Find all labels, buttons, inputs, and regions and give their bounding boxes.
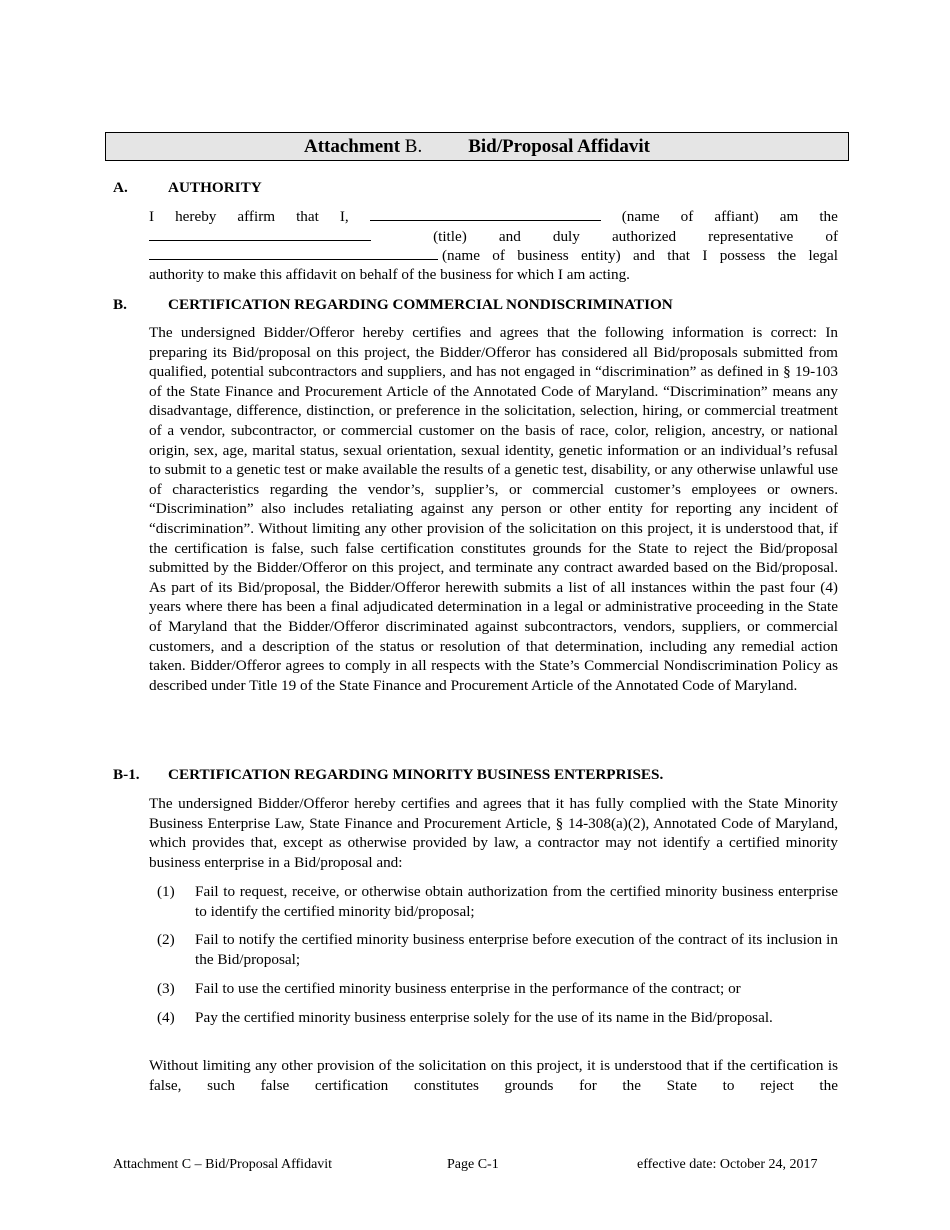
authority-line-4: authority to make this affidavit on behalf of the business for which I am acting. — [149, 265, 630, 283]
list-item-number: (1) — [157, 883, 175, 900]
footer-page-number: Page C-1 — [447, 1157, 499, 1172]
section-a-title: AUTHORITY — [168, 179, 262, 196]
list-item — [157, 930, 838, 969]
authority-statement — [149, 206, 838, 284]
nondiscrimination-paragraph: The undersigned Bidder/Offeror hereby certifies and agrees that the following information is correct: In preparing its Bid/proposal on this project, the Bidder/Offeror has considered all Bid/proposals submitted from qualified, potential subcontractors and suppliers, and has not engaged in “discrimination” as defined in § 19-103 of the State Finance and Procurement Article of the Annotated Code of Maryland. “Discrimination” means any disadvantage, difference, distinction, or preference in the solicitation, selection, hiring, or commercial treatment of a vendor, subcontractor, or commercial customer on the basis of race, color, religion, ancestry, or national origin, sex, age, marital status, sexual orientation, sexual identity, genetic information or an individual’s refusal to submit to a genetic test or make available the results of a genetic test, disability, or any otherwise unlawful use of characteristics regarding the vendor’s, supplier’s, or commercial customer’s employees or owners. “Discrimination” also includes retaliating against any person or other entity for reporting any incident of “discrimination”. Without limiting any other provision of the solicitation on this project, it is understood that, if the certification is false, such false certification constitutes grounds for the State to reject the Bid/proposal submitted by the Bidder/Offeror on this project, and terminate any contract awarded based on the Bid/proposal. As part of its Bid/proposal, the Bidder/Offeror herewith submits a list of all instances within the past four (4) years where there has been a final adjudicated determination in a legal or administrative proceeding in the State of Maryland that the Bidder/Offeror discriminated against subcontractors, vendors, suppliers, or commercial customers, and a description of the status or resolution of that determination, including any remedial action taken. Bidder/Offeror agrees to comply in all respects with the State’s Commercial Nondiscrimination Policy as described under Title 19 of the State Finance and Procurement Article of the Annotated Code of Maryland. — [149, 324, 838, 694]
list-item — [157, 882, 838, 921]
section-b1-heading — [113, 765, 663, 785]
list-item-text: Fail to request, receive, or otherwise obtain authorization from the certified minority business enterprise to identify the certified minority bid/proposal; — [195, 883, 838, 920]
title-name: Bid/Proposal Affidavit — [468, 136, 650, 157]
title-attachment: Attachment — [304, 136, 405, 157]
list-item-text: Fail to use the certified minority business enterprise in the performance of the contract; or — [195, 980, 741, 997]
title-blank[interactable] — [149, 226, 371, 241]
section-b-title: CERTIFICATION REGARDING COMMERCIAL NONDISCRIMINATION — [168, 296, 673, 313]
section-b-heading — [113, 295, 673, 315]
list-item — [157, 979, 838, 999]
authority-line-2: (title) and duly authorized representative of — [149, 226, 838, 246]
list-item-text: Pay the certified minority business enterprise solely for the use of its name in the Bid/proposal. — [195, 1009, 773, 1026]
section-b1-title: CERTIFICATION REGARDING MINORITY BUSINESS ENTERPRISES. — [168, 766, 664, 783]
list-item-number: (4) — [157, 1009, 175, 1026]
list-item-text: Fail to notify the certified minority business enterprise before execution of the contract of its inclusion in the Bid/proposal; — [195, 931, 838, 968]
authority-line-1: I hereby affirm that I, (name of affiant) am the — [149, 208, 838, 225]
section-a-heading — [113, 178, 262, 198]
closing-paragraph: Without limiting any other provision of the solicitation on this project, it is understood that if the certification is false, such false certification constitutes grounds for the State to reject the — [149, 1057, 838, 1094]
footer-document-name: Attachment C – Bid/Proposal Affidavit — [113, 1157, 333, 1172]
title-letter: B. — [404, 136, 423, 157]
list-item-number: (2) — [157, 931, 175, 948]
footer-effective-date: effective date: October 24, 2017 — [637, 1157, 818, 1172]
section-b-number: B. — [113, 296, 127, 313]
section-b1-number: B-1. — [113, 766, 140, 783]
mbe-intro-paragraph: The undersigned Bidder/Offeror hereby certifies and agrees that it has fully complied with the State Minority Business Enterprise Law, State Finance and Procurement Article, § 14-308(a)(2), Annotated Code of Maryland, which provides that, except as otherwise provided by law, a contractor may not identify a certified minority business enterprise in a Bid/proposal and: — [149, 795, 838, 871]
section-a-number: A. — [113, 179, 128, 196]
authority-line-3: (name of business entity) and that I possess the legal — [149, 245, 838, 265]
list-item-number: (3) — [157, 980, 175, 997]
list-item — [157, 1008, 838, 1028]
business-entity-blank[interactable] — [149, 245, 438, 260]
document-title — [105, 132, 849, 161]
affiant-name-blank[interactable] — [370, 206, 601, 221]
